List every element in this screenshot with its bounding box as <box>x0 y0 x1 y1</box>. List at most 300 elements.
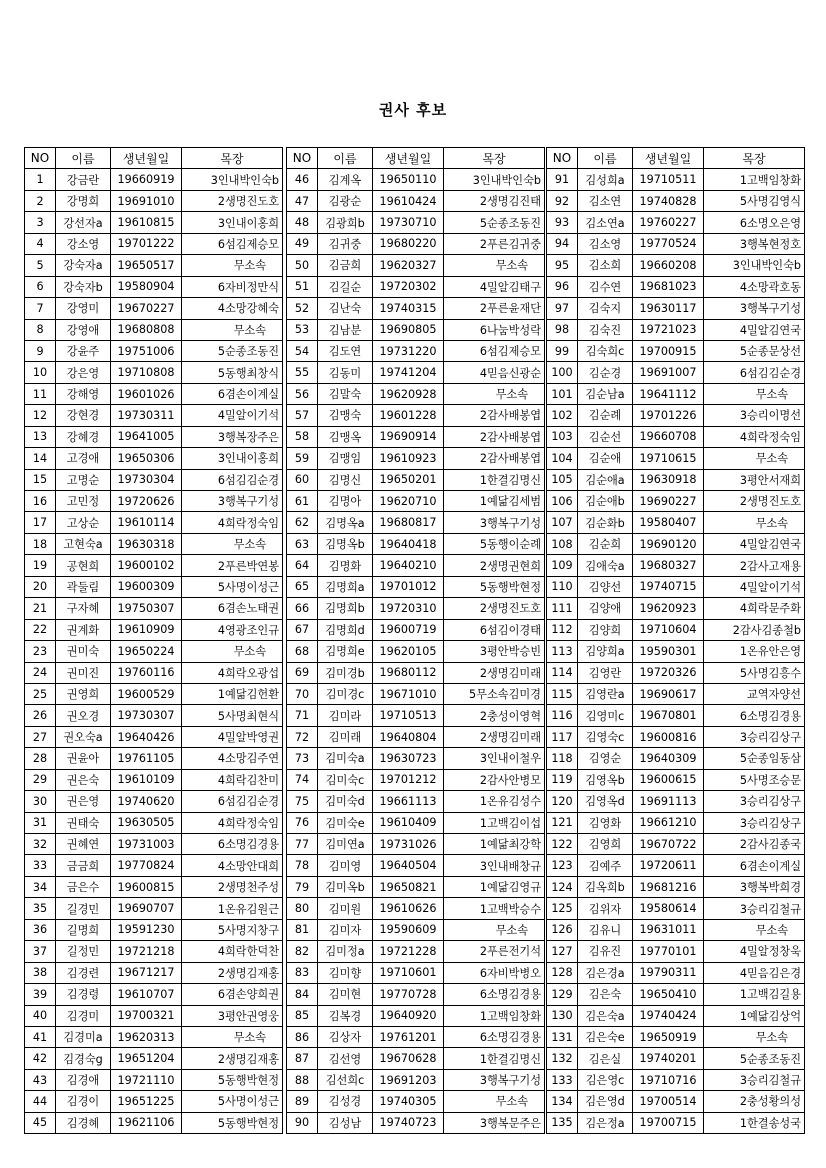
cell-birth: 19740715 <box>633 576 704 597</box>
cell-position: 2생명진도호 <box>704 491 805 512</box>
table-row <box>25 212 283 233</box>
table-row <box>287 448 545 469</box>
cell-position: 3인내박인숙b <box>704 255 805 276</box>
cell-no: 53 <box>287 319 318 340</box>
cell-position: 2생명김미래 <box>444 726 545 747</box>
table-row <box>25 426 283 447</box>
cell-birth: 19580904 <box>111 276 182 297</box>
cell-position: 1예닮김헌환 <box>182 683 283 704</box>
cell-name: 김맹숙 <box>318 405 373 426</box>
table-row <box>287 641 545 662</box>
table-row <box>25 855 283 876</box>
table-row <box>25 319 283 340</box>
cell-name: 김영옥d <box>578 791 633 812</box>
header-birth: 생년월일 <box>111 148 182 169</box>
cell-no: 63 <box>287 533 318 554</box>
table-row <box>547 855 805 876</box>
cell-position: 3인내배창규 <box>444 855 545 876</box>
cell-birth: 19730307 <box>111 705 182 726</box>
cell-birth: 19701212 <box>373 769 444 790</box>
cell-position: 1예닮최강학 <box>444 834 545 855</box>
cell-position: 무소속 <box>704 448 805 469</box>
cell-name: 강해영 <box>56 383 111 404</box>
table-row <box>25 276 283 297</box>
cell-name: 김은경a <box>578 962 633 983</box>
cell-birth: 19740201 <box>633 1048 704 1069</box>
cell-no: 36 <box>25 919 56 940</box>
cell-position: 2충성이영혁 <box>444 705 545 726</box>
cell-position: 3평안권영웅 <box>182 1005 283 1026</box>
table-row <box>287 555 545 576</box>
cell-birth: 19661210 <box>633 812 704 833</box>
cell-position: 1고백김길용 <box>704 984 805 1005</box>
cell-name: 김복경 <box>318 1005 373 1026</box>
cell-no: 47 <box>287 190 318 211</box>
cell-position: 1온유김원근 <box>182 898 283 919</box>
cell-position: 4밀알정창욱 <box>704 941 805 962</box>
cell-position: 5순종조동진 <box>704 1048 805 1069</box>
cell-position: 무소속 <box>704 383 805 404</box>
cell-position: 5사명최현식 <box>182 705 283 726</box>
cell-name: 강혜경 <box>56 426 111 447</box>
cell-birth: 19650224 <box>111 641 182 662</box>
cell-name: 김명옥a <box>318 512 373 533</box>
cell-position: 4밀알박영권 <box>182 726 283 747</box>
cell-birth: 19600102 <box>111 555 182 576</box>
cell-name: 김숙지 <box>578 298 633 319</box>
cell-birth: 19670628 <box>373 1048 444 1069</box>
cell-birth: 19721218 <box>111 941 182 962</box>
cell-name: 김명신 <box>318 469 373 490</box>
cell-name: 길정민 <box>56 941 111 962</box>
cell-birth: 19631011 <box>633 919 704 940</box>
cell-no: 17 <box>25 512 56 533</box>
cell-birth: 19640418 <box>373 533 444 554</box>
cell-birth: 19680327 <box>633 555 704 576</box>
header-name: 이름 <box>318 148 373 169</box>
cell-birth: 19620923 <box>633 598 704 619</box>
cell-birth: 19770524 <box>633 233 704 254</box>
cell-birth: 19650306 <box>111 448 182 469</box>
cell-birth: 19790311 <box>633 962 704 983</box>
cell-position: 4희락정숙임 <box>704 426 805 447</box>
cell-no: 85 <box>287 1005 318 1026</box>
table-row <box>287 683 545 704</box>
table-row <box>25 1069 283 1090</box>
cell-position: 5순종문상선 <box>704 340 805 361</box>
cell-name: 김명희d <box>318 619 373 640</box>
cell-position: 1온유안은영 <box>704 641 805 662</box>
cell-position: 6섬김김순경 <box>182 469 283 490</box>
cell-birth: 19740723 <box>373 1112 444 1133</box>
cell-birth: 19620710 <box>373 491 444 512</box>
cell-birth: 19580614 <box>633 898 704 919</box>
cell-no: 73 <box>287 748 318 769</box>
table-row <box>287 598 545 619</box>
table-row <box>287 834 545 855</box>
cell-no: 33 <box>25 855 56 876</box>
cell-position: 5동행박현정 <box>182 1112 283 1133</box>
cell-birth: 19630918 <box>633 469 704 490</box>
cell-no: 115 <box>547 683 578 704</box>
table-row <box>25 962 283 983</box>
cell-name: 김영란 <box>578 662 633 683</box>
cell-no: 74 <box>287 769 318 790</box>
cell-birth: 19730710 <box>373 212 444 233</box>
cell-position: 3승리김상구 <box>704 726 805 747</box>
cell-name: 김유진 <box>578 941 633 962</box>
cell-position: 1예닮김상억 <box>704 1005 805 1026</box>
cell-no: 77 <box>287 834 318 855</box>
table-row <box>25 683 283 704</box>
cell-birth: 19730311 <box>111 405 182 426</box>
cell-position: 5동행최창식 <box>182 362 283 383</box>
table-row <box>547 255 805 276</box>
cell-birth: 19700715 <box>633 1112 704 1133</box>
table-row <box>547 362 805 383</box>
cell-birth: 19661113 <box>373 791 444 812</box>
cell-name: 김순애 <box>578 448 633 469</box>
table-row <box>547 1048 805 1069</box>
cell-position: 5사명김영식 <box>704 190 805 211</box>
cell-birth: 19710513 <box>373 705 444 726</box>
cell-position: 3인내이홍희 <box>182 448 283 469</box>
cell-position: 5동행이순례 <box>444 533 545 554</box>
cell-birth: 19651204 <box>111 1048 182 1069</box>
cell-no: 56 <box>287 383 318 404</box>
cell-name: 김말숙 <box>318 383 373 404</box>
cell-name: 김미연a <box>318 834 373 855</box>
cell-birth: 19690617 <box>633 683 704 704</box>
cell-no: 68 <box>287 641 318 662</box>
cell-name: 김숙진 <box>578 319 633 340</box>
cell-birth: 19640210 <box>373 555 444 576</box>
cell-position: 2생명천주성 <box>182 876 283 897</box>
cell-no: 84 <box>287 984 318 1005</box>
table-row <box>25 555 283 576</box>
cell-no: 4 <box>25 233 56 254</box>
cell-name: 김은숙e <box>578 1026 633 1047</box>
table-row <box>547 340 805 361</box>
cell-birth: 19600615 <box>633 769 704 790</box>
cell-no: 1 <box>25 169 56 190</box>
cell-position: 3인내박인숙b <box>444 169 545 190</box>
table-row <box>25 769 283 790</box>
cell-birth: 19740305 <box>373 1091 444 1112</box>
cell-name: 김영순 <box>578 748 633 769</box>
cell-birth: 19680808 <box>111 319 182 340</box>
cell-name: 김성경 <box>318 1091 373 1112</box>
table-row <box>287 469 545 490</box>
table-row <box>547 1026 805 1047</box>
table-row <box>287 726 545 747</box>
cell-name: 김광순 <box>318 190 373 211</box>
cell-position: 6소명김경용 <box>704 705 805 726</box>
cell-no: 129 <box>547 984 578 1005</box>
cell-position: 6겸손이계실 <box>182 383 283 404</box>
cell-no: 49 <box>287 233 318 254</box>
table-row <box>547 233 805 254</box>
cell-position: 4믿음신광순 <box>444 362 545 383</box>
cell-birth: 19670227 <box>111 298 182 319</box>
cell-name: 권미진 <box>56 662 111 683</box>
cell-position: 4밀알이기석 <box>182 405 283 426</box>
table-row <box>287 405 545 426</box>
cell-birth: 19690227 <box>633 491 704 512</box>
cell-no: 91 <box>547 169 578 190</box>
cell-birth: 19610815 <box>111 212 182 233</box>
cell-position: 4밀알김연국 <box>704 319 805 340</box>
cell-position: 무소속 <box>182 641 283 662</box>
cell-no: 48 <box>287 212 318 233</box>
cell-no: 3 <box>25 212 56 233</box>
table-row <box>547 533 805 554</box>
cell-position: 1고백김이섭 <box>444 812 545 833</box>
cell-birth: 19670722 <box>633 834 704 855</box>
cell-name: 김맹옥 <box>318 426 373 447</box>
cell-name: 김순경 <box>578 362 633 383</box>
header-no: NO <box>547 148 578 169</box>
cell-birth: 19691203 <box>373 1069 444 1090</box>
cell-no: 16 <box>25 491 56 512</box>
header-no: NO <box>287 148 318 169</box>
cell-no: 70 <box>287 683 318 704</box>
table-row <box>547 276 805 297</box>
cell-name: 김명희b <box>318 598 373 619</box>
table-row <box>25 748 283 769</box>
cell-name: 금금희 <box>56 855 111 876</box>
cell-position: 3승리김철규 <box>704 1069 805 1090</box>
cell-name: 김영화 <box>578 812 633 833</box>
cell-birth: 19610114 <box>111 512 182 533</box>
cell-no: 21 <box>25 598 56 619</box>
cell-no: 121 <box>547 812 578 833</box>
cell-name: 김미숙a <box>318 748 373 769</box>
cell-birth: 19710601 <box>373 962 444 983</box>
table-row <box>25 255 283 276</box>
cell-birth: 19650919 <box>633 1026 704 1047</box>
cell-name: 김소연a <box>578 212 633 233</box>
cell-name: 강영애 <box>56 319 111 340</box>
cell-position: 2감사고재용 <box>704 555 805 576</box>
cell-no: 76 <box>287 812 318 833</box>
table-row <box>25 405 283 426</box>
table-row <box>25 169 283 190</box>
table-row <box>25 919 283 940</box>
table-row <box>287 941 545 962</box>
cell-no: 92 <box>547 190 578 211</box>
table-row <box>547 683 805 704</box>
cell-name: 김수연 <box>578 276 633 297</box>
cell-name: 김양애 <box>578 598 633 619</box>
cell-position: 6자비박병오 <box>444 962 545 983</box>
cell-birth: 19630117 <box>633 298 704 319</box>
cell-birth: 19671010 <box>373 683 444 704</box>
table-row <box>547 405 805 426</box>
table-row <box>547 619 805 640</box>
cell-no: 107 <box>547 512 578 533</box>
cell-no: 9 <box>25 340 56 361</box>
cell-name: 길명희 <box>56 919 111 940</box>
table-row <box>287 769 545 790</box>
table-row <box>547 576 805 597</box>
cell-birth: 19751006 <box>111 340 182 361</box>
table-row <box>25 898 283 919</box>
cell-birth: 19650517 <box>111 255 182 276</box>
cell-position: 3행복박희경 <box>704 876 805 897</box>
cell-birth: 19610626 <box>373 898 444 919</box>
cell-no: 87 <box>287 1048 318 1069</box>
cell-position: 무소속 <box>182 1026 283 1047</box>
cell-name: 길경민 <box>56 898 111 919</box>
table-row <box>25 598 283 619</box>
table-row <box>547 190 805 211</box>
cell-birth: 19761201 <box>373 1026 444 1047</box>
cell-name: 김미경c <box>318 683 373 704</box>
cell-name: 김순화b <box>578 512 633 533</box>
cell-name: 김난숙 <box>318 298 373 319</box>
cell-name: 고상순 <box>56 512 111 533</box>
table-row <box>547 1069 805 1090</box>
cell-no: 105 <box>547 469 578 490</box>
cell-no: 132 <box>547 1048 578 1069</box>
table-row <box>25 1112 283 1133</box>
cell-position: 4희락오광섭 <box>182 662 283 683</box>
cell-name: 김은숙 <box>578 984 633 1005</box>
cell-birth: 19720310 <box>373 598 444 619</box>
cell-name: 공현희 <box>56 555 111 576</box>
cell-name: 권은영 <box>56 791 111 812</box>
cell-no: 2 <box>25 190 56 211</box>
cell-birth: 19610909 <box>111 619 182 640</box>
cell-position: 4영광조인규 <box>182 619 283 640</box>
cell-name: 김경령 <box>56 984 111 1005</box>
table-row <box>287 1048 545 1069</box>
cell-no: 15 <box>25 469 56 490</box>
cell-birth: 19660919 <box>111 169 182 190</box>
cell-name: 김성희a <box>578 169 633 190</box>
cell-no: 79 <box>287 876 318 897</box>
cell-name: 김명아 <box>318 491 373 512</box>
cell-no: 19 <box>25 555 56 576</box>
table-row <box>287 1005 545 1026</box>
cell-no: 62 <box>287 512 318 533</box>
cell-no: 27 <box>25 726 56 747</box>
cell-name: 고현숙a <box>56 533 111 554</box>
cell-position: 6나눔박성락 <box>444 319 545 340</box>
cell-name: 고명순 <box>56 469 111 490</box>
cell-no: 28 <box>25 748 56 769</box>
table-row <box>547 919 805 940</box>
cell-position: 무소속 <box>704 512 805 533</box>
cell-birth: 19610424 <box>373 190 444 211</box>
cell-name: 김경이 <box>56 1091 111 1112</box>
cell-no: 102 <box>547 405 578 426</box>
cell-position: 무소속 <box>444 383 545 404</box>
cell-no: 45 <box>25 1112 56 1133</box>
cell-birth: 19700915 <box>633 340 704 361</box>
table-row <box>547 448 805 469</box>
table-row <box>547 705 805 726</box>
table-row <box>547 941 805 962</box>
table-row <box>25 812 283 833</box>
cell-no: 38 <box>25 962 56 983</box>
cell-position: 1한결송성국 <box>704 1112 805 1133</box>
cell-birth: 19580407 <box>633 512 704 533</box>
cell-birth: 19590609 <box>373 919 444 940</box>
cell-birth: 19641112 <box>633 383 704 404</box>
cell-birth: 19630723 <box>373 748 444 769</box>
cell-birth: 19650201 <box>373 469 444 490</box>
table-row <box>287 233 545 254</box>
cell-birth: 19601026 <box>111 383 182 404</box>
cell-name: 권계화 <box>56 619 111 640</box>
cell-position: 2감사배봉엽 <box>444 405 545 426</box>
cell-birth: 19731220 <box>373 340 444 361</box>
cell-name: 김경혜 <box>56 1112 111 1133</box>
cell-position: 4소망김주연 <box>182 748 283 769</box>
cell-birth: 19640309 <box>633 748 704 769</box>
cell-position: 5사명이성근 <box>182 576 283 597</box>
cell-position: 6소명김경용 <box>182 834 283 855</box>
cell-birth: 19690914 <box>373 426 444 447</box>
cell-birth: 19600815 <box>111 876 182 897</box>
cell-position: 2생명진도호 <box>182 190 283 211</box>
cell-name: 김선희c <box>318 1069 373 1090</box>
cell-no: 128 <box>547 962 578 983</box>
cell-position: 2생명권현희 <box>444 555 545 576</box>
cell-no: 24 <box>25 662 56 683</box>
cell-no: 112 <box>547 619 578 640</box>
cell-no: 60 <box>287 469 318 490</box>
table-row <box>287 491 545 512</box>
cell-no: 39 <box>25 984 56 1005</box>
table-row <box>287 512 545 533</box>
cell-no: 101 <box>547 383 578 404</box>
cell-name: 김명화 <box>318 555 373 576</box>
cell-no: 65 <box>287 576 318 597</box>
cell-no: 83 <box>287 962 318 983</box>
cell-position: 5무소속김미경 <box>444 683 545 704</box>
cell-name: 김경애 <box>56 1069 111 1090</box>
table-row <box>25 1005 283 1026</box>
cell-no: 46 <box>287 169 318 190</box>
cell-position: 1한결김명신 <box>444 469 545 490</box>
cell-no: 22 <box>25 619 56 640</box>
cell-no: 111 <box>547 598 578 619</box>
cell-no: 71 <box>287 705 318 726</box>
table-row <box>287 212 545 233</box>
cell-birth: 19620313 <box>111 1026 182 1047</box>
cell-name: 김은실 <box>578 1048 633 1069</box>
cell-name: 권오경 <box>56 705 111 726</box>
cell-birth: 19690805 <box>373 319 444 340</box>
table-row <box>547 876 805 897</box>
table-row <box>547 791 805 812</box>
cell-name: 고민정 <box>56 491 111 512</box>
cell-no: 64 <box>287 555 318 576</box>
table-row <box>287 812 545 833</box>
cell-birth: 19710604 <box>633 619 704 640</box>
cell-position: 6소명오은영 <box>704 212 805 233</box>
table-row <box>287 1026 545 1047</box>
table-row <box>287 340 545 361</box>
cell-position: 6소명김경용 <box>444 984 545 1005</box>
cell-name: 강선자a <box>56 212 111 233</box>
cell-position: 4소망안대희 <box>182 855 283 876</box>
table-row <box>287 276 545 297</box>
cell-position: 5동행박현정 <box>444 576 545 597</box>
